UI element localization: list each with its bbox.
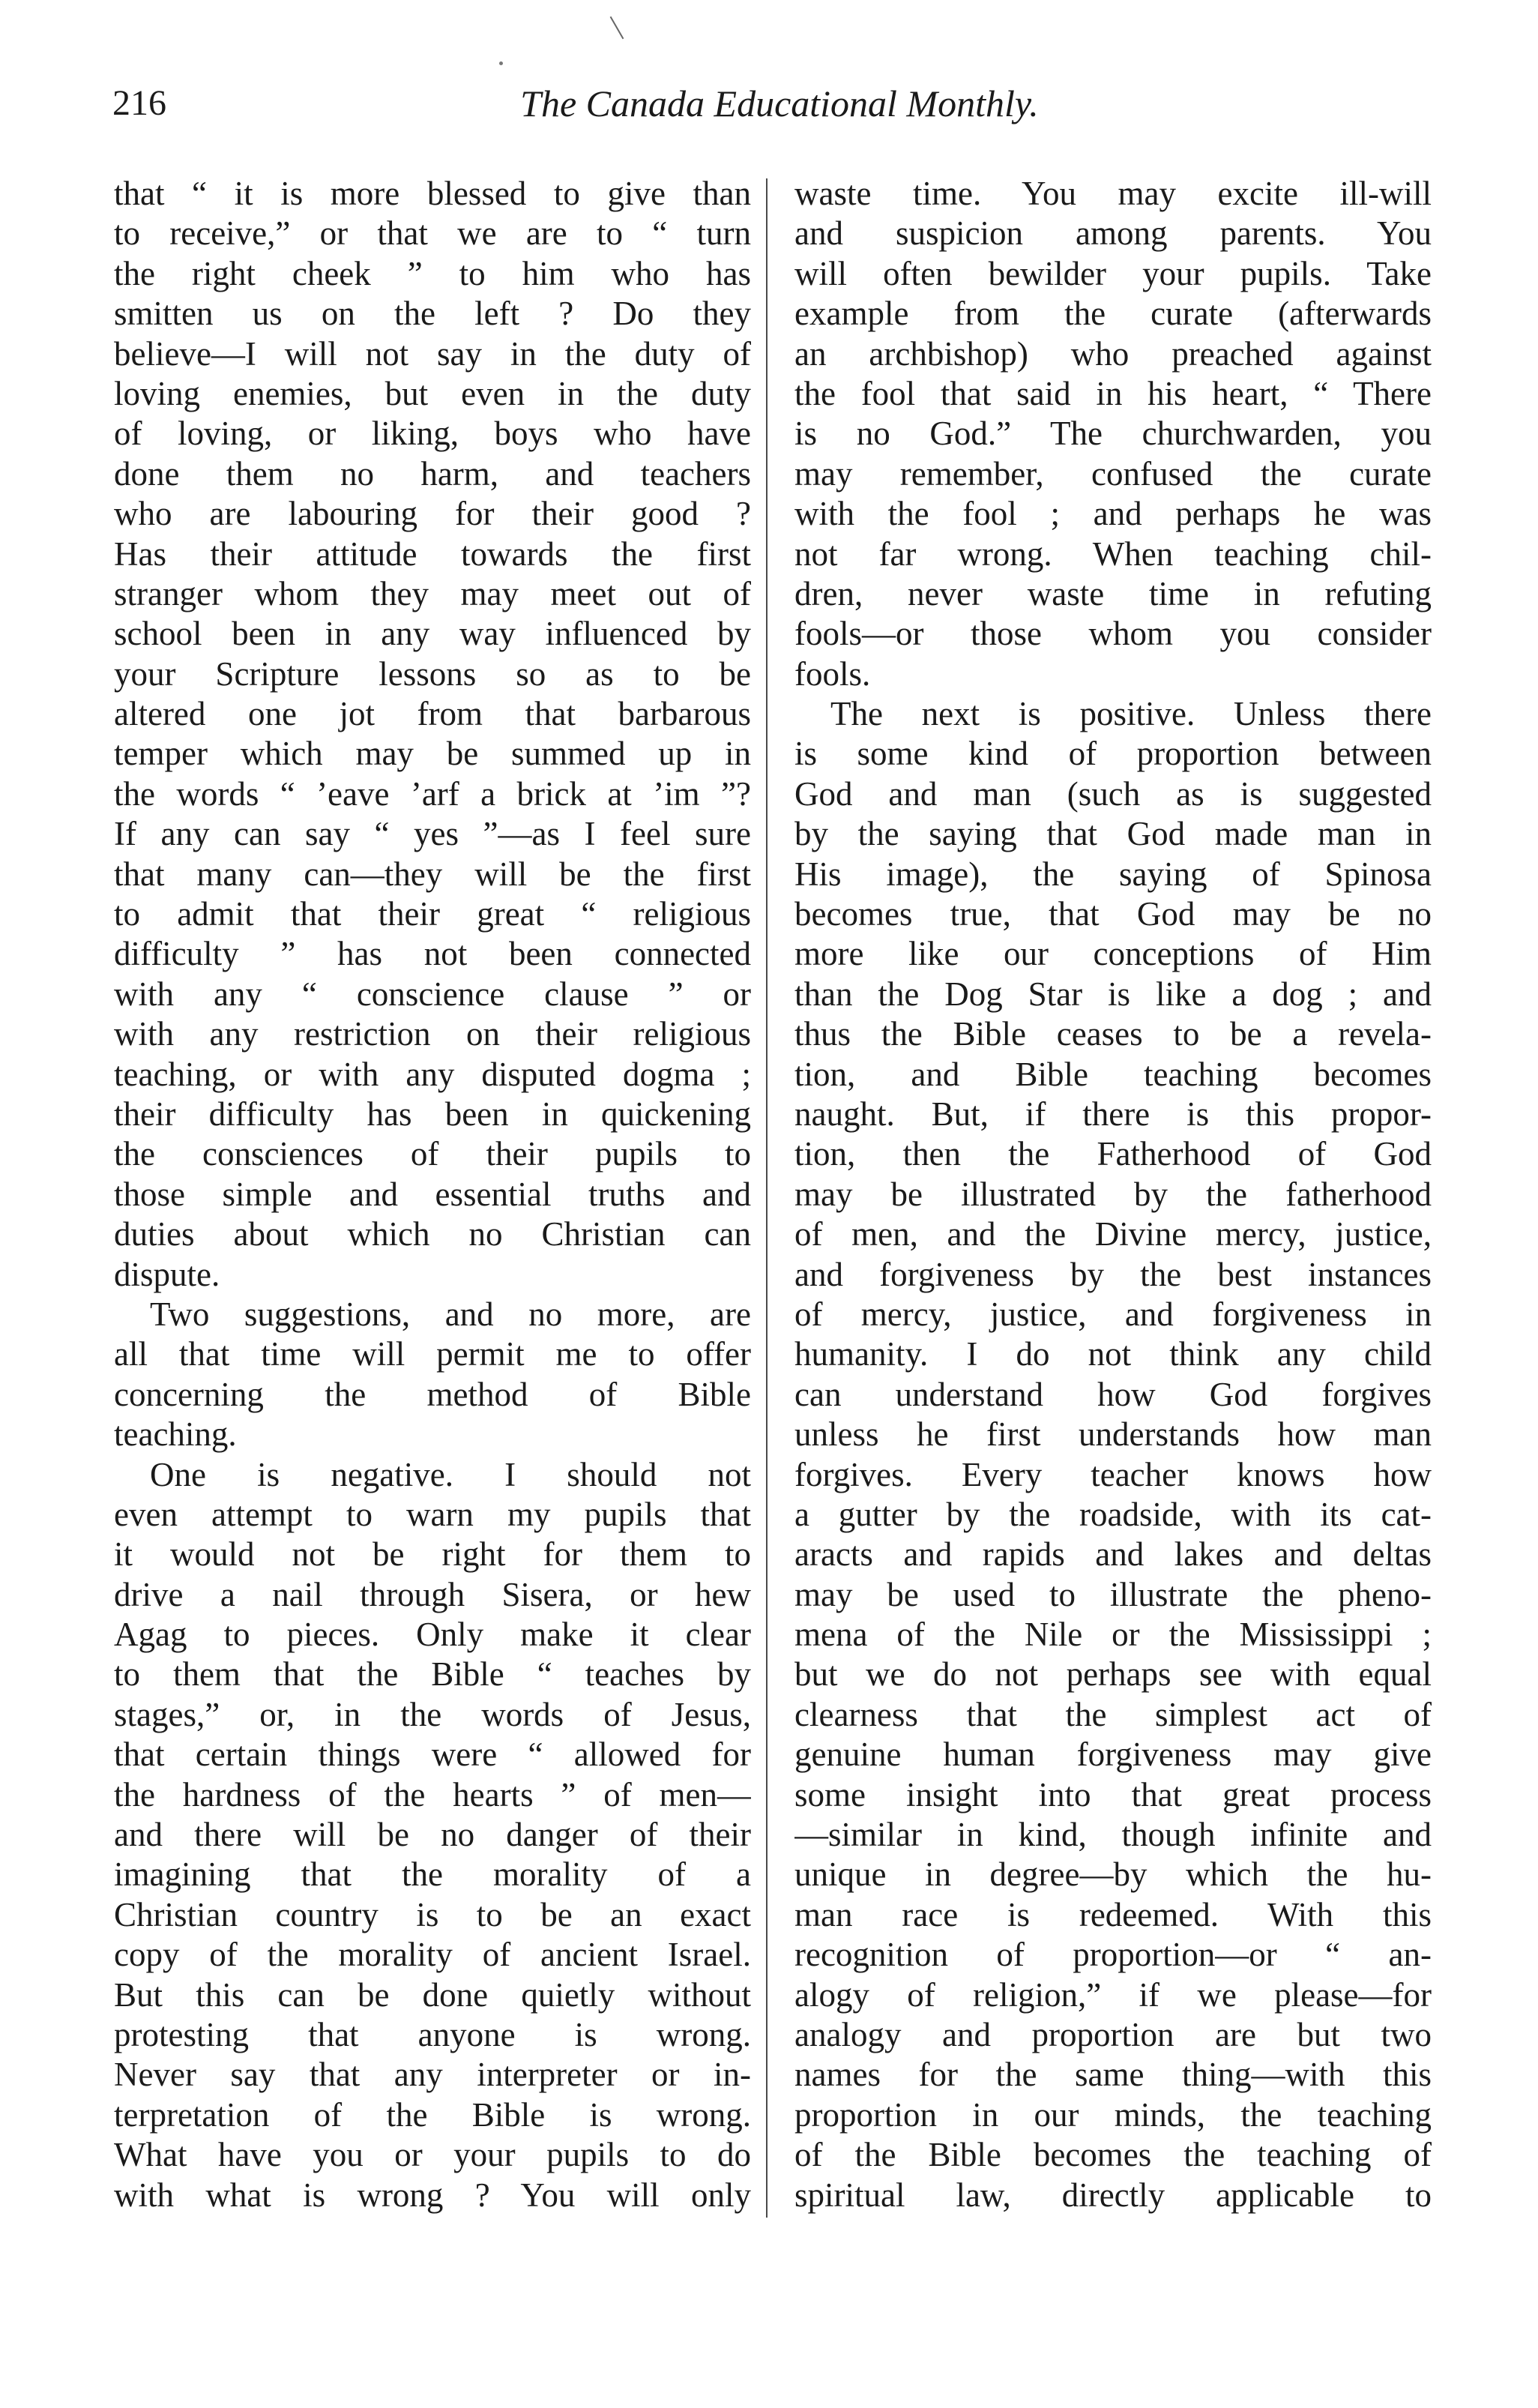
text-line: genuine human forgiveness may give (794, 1736, 1432, 1774)
text-line: teaching, or with any disputed dogma ; (114, 1055, 751, 1093)
page-number: 216 (112, 83, 166, 123)
text-line: man race is redeemed. With this (794, 1895, 1432, 1933)
text-line: copy of the morality of ancient Israel. (114, 1936, 751, 1974)
text-line: clearness that the simplest act of (794, 1695, 1432, 1733)
text-line: their difficulty has been in quickening (114, 1095, 751, 1133)
text-line: may remember, confused the curate (794, 454, 1432, 493)
text-line: difficulty ” has not been connected (114, 935, 751, 973)
text-line: becomes true, that God may be no (794, 895, 1432, 933)
text-line: aracts and rapids and lakes and deltas (794, 1535, 1432, 1574)
text-line: can understand how God forgives (794, 1375, 1432, 1413)
text-line: If any can say “ yes ”—as I feel sure (114, 815, 751, 853)
text-line: may be used to illustrate the pheno- (794, 1575, 1432, 1613)
text-line: naught. But, if there is this propor- (794, 1095, 1432, 1133)
text-line: with what is wrong ? You will only (114, 2176, 751, 2214)
text-line: fools. (794, 654, 871, 693)
text-line: to them that the Bible “ teaches by (114, 1655, 751, 1694)
text-line: of men, and the Divine mercy, justice, (794, 1215, 1432, 1253)
text-line: school been in any way influenced by (114, 615, 751, 653)
text-line: protesting that anyone is wrong. (114, 2015, 751, 2053)
text-line: stranger whom they may meet out of (114, 574, 751, 612)
text-line: loving enemies, but even in the duty (114, 374, 751, 412)
text-line: forgives. Every teacher knows how (794, 1455, 1432, 1493)
text-line: stages,” or, in the words of Jesus, (114, 1695, 751, 1733)
text-line: example from the curate (afterwards (794, 295, 1432, 333)
text-line: and suspicion among parents. You (794, 214, 1432, 253)
text-line: alogy of religion,” if we please—for (794, 1975, 1432, 2014)
text-line: unique in degree—by which the hu- (794, 1855, 1432, 1894)
text-line: Two suggestions, and no more, are (150, 1295, 751, 1333)
text-line: Agag to pieces. Only make it clear (114, 1616, 751, 1654)
text-line: who are labouring for their good ? (114, 495, 751, 533)
text-line: by the saying that God made man in (794, 815, 1432, 853)
text-line: One is negative. I should not (150, 1455, 751, 1493)
text-line: tion, then the Fatherhood of God (794, 1135, 1432, 1173)
text-line: Has their attitude towards the first (114, 535, 751, 573)
text-line: the consciences of their pupils to (114, 1135, 751, 1173)
text-line: proportion in our minds, the teaching (794, 2095, 1432, 2134)
text-line: duties about which no Christian can (114, 1215, 751, 1253)
text-line: the fool that said in his heart, “ There (794, 374, 1432, 412)
text-line: drive a nail through Sisera, or hew (114, 1575, 751, 1613)
left-column (114, 174, 751, 2215)
text-line: Never say that any interpreter or in- (114, 2056, 751, 2094)
text-line: is no God.” The churchwarden, you (794, 415, 1432, 453)
text-line: God and man (such as is suggested (794, 774, 1432, 813)
text-line: analogy and proportion are but two (794, 2015, 1432, 2053)
text-line: that certain things were “ allowed for (114, 1736, 751, 1774)
text-line: an archbishop) who preached against (794, 334, 1432, 373)
text-line: dren, never waste time in refuting (794, 574, 1432, 612)
journal-title: The Canada Educational Monthly. (520, 82, 1039, 124)
text-line: that “ it is more blessed to give than (114, 175, 751, 212)
text-line: all that time will permit me to offer (114, 1335, 751, 1373)
text-line: spiritual law, directly applicable to (794, 2176, 1432, 2214)
text-line: Christian country is to be an exact (114, 1895, 751, 1933)
text-line: tion, and Bible teaching becomes (794, 1055, 1432, 1093)
text-line: imagining that the morality of a (114, 1855, 751, 1894)
scan-dot (499, 61, 503, 65)
text-line: not far wrong. When teaching chil- (794, 535, 1432, 573)
text-line: with any “ conscience clause ” or (114, 975, 751, 1013)
text-line: it would not be right for them to (114, 1535, 751, 1574)
text-line: to admit that their great “ religious (114, 895, 751, 933)
text-line: recognition of proportion—or “ an- (794, 1936, 1432, 1974)
text-line: dispute. (114, 1255, 220, 1293)
text-line: believe—I will not say in the duty of (114, 334, 751, 373)
text-line: to receive,” or that we are to “ turn (114, 214, 751, 253)
text-line: may be illustrated by the fatherhood (794, 1175, 1432, 1213)
text-line: but we do not perhaps see with equal (794, 1655, 1432, 1694)
text-line: thus the Bible ceases to be a revela- (794, 1015, 1432, 1053)
text-line: with the fool ; and perhaps he was (794, 495, 1432, 533)
running-header (112, 81, 1417, 141)
text-line: done them no harm, and teachers (114, 454, 751, 493)
text-line: temper which may be summed up in (114, 735, 751, 773)
text-line: —similar in kind, though infinite and (794, 1816, 1432, 1854)
text-line: of mercy, justice, and forgiveness in (794, 1295, 1432, 1333)
text-line: even attempt to warn my pupils that (114, 1495, 751, 1533)
text-line: waste time. You may excite ill-will (794, 175, 1432, 212)
scan-mark (610, 16, 624, 39)
text-line: than the Dog Star is like a dog ; and (794, 975, 1432, 1013)
text-line: is some kind of proportion between (794, 735, 1432, 773)
text-line: concerning the method of Bible (114, 1375, 751, 1413)
text-line: the words “ ’eave ’arf a brick at ’im ”? (114, 774, 751, 813)
text-line: a gutter by the roadside, with its cat- (794, 1495, 1432, 1533)
text-line: of the Bible becomes the teaching of (794, 2136, 1432, 2174)
text-line: more like our conceptions of Him (794, 935, 1432, 973)
text-line: unless he first understands how man (794, 1415, 1432, 1454)
text-line: with any restriction on their religious (114, 1015, 751, 1053)
text-line: terpretation of the Bible is wrong. (114, 2095, 751, 2134)
text-line: teaching. (114, 1415, 237, 1454)
right-column (794, 174, 1432, 2215)
text-line: and forgiveness by the best instances (794, 1255, 1432, 1293)
text-line: altered one jot from that barbarous (114, 695, 751, 733)
text-line: the hardness of the hearts ” of men— (114, 1775, 751, 1813)
text-line: What have you or your pupils to do (114, 2136, 751, 2174)
text-line: of loving, or liking, boys who have (114, 415, 751, 453)
column-divider (766, 178, 768, 2218)
text-line: some insight into that great process (794, 1775, 1432, 1813)
text-line: mena of the Nile or the Mississippi ; (794, 1616, 1432, 1654)
text-line: the right cheek ” to him who has (114, 254, 751, 292)
text-line: fools—or those whom you consider (794, 615, 1432, 653)
text-line: smitten us on the left ? Do they (114, 295, 751, 333)
text-line: The next is positive. Unless there (830, 695, 1432, 733)
text-line: that many can—they will be the first (114, 855, 751, 893)
text-line: those simple and essential truths and (114, 1175, 751, 1213)
text-line: names for the same thing—with this (794, 2056, 1432, 2094)
text-line: His image), the saying of Spinosa (794, 855, 1432, 893)
text-line: your Scripture lessons so as to be (114, 654, 751, 693)
text-line: and there will be no danger of their (114, 1816, 751, 1854)
text-line: But this can be done quietly without (114, 1975, 751, 2014)
text-line: will often bewilder your pupils. Take (794, 254, 1432, 292)
text-line: humanity. I do not think any child (794, 1335, 1432, 1373)
